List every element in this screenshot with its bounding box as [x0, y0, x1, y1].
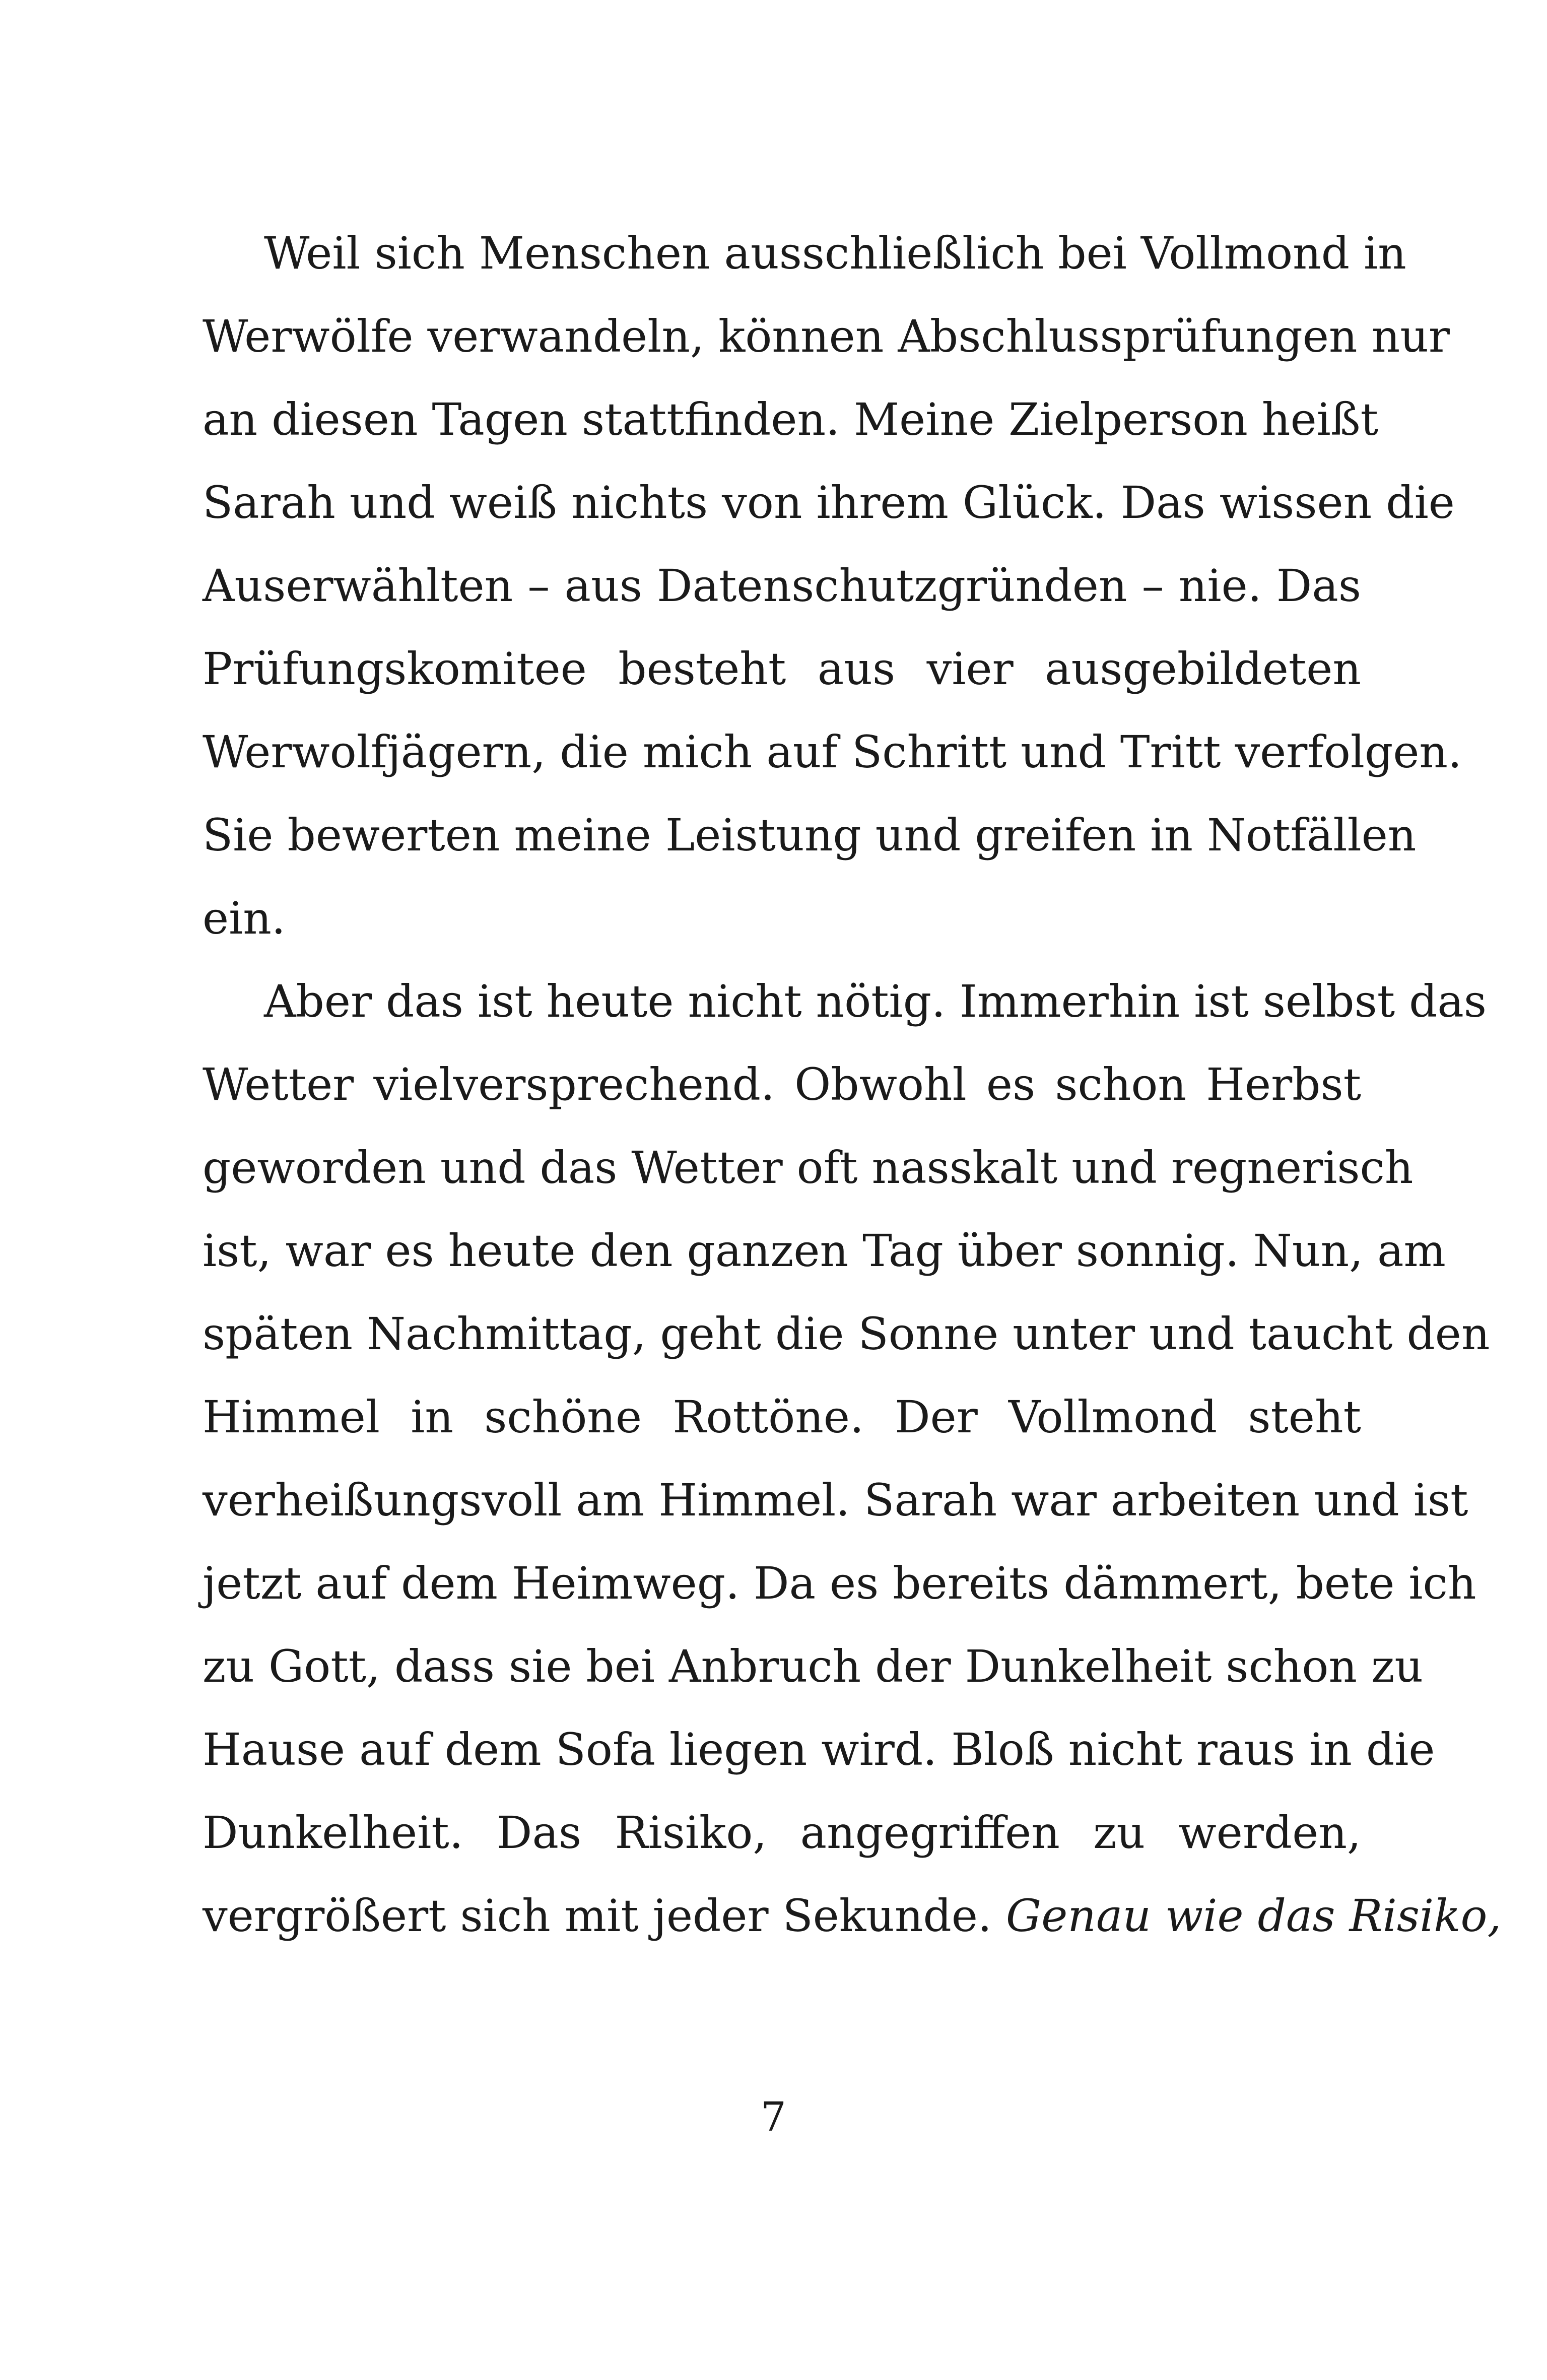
text-line: verheißungsvoll am Himmel. Sarah war arbeiten und ist: [203, 1474, 1468, 1526]
text-line: an diesen Tagen stattfinden. Meine Zielperson heißt: [203, 393, 1378, 445]
text-line: Auserwählten – aus Datenschutzgründen – nie. Das: [203, 560, 1361, 612]
text-line: Sie bewerten meine Leistung und greifen in Notfällen: [203, 809, 1417, 861]
page-number: 7: [761, 2093, 786, 2140]
text-line: Weil sich Menschen ausschließlich bei Vollmond in: [264, 227, 1406, 279]
text-line: jetzt auf dem Heimweg. Da es bereits dämmert, bete ich: [203, 1557, 1476, 1609]
text-line: ist, war es heute den ganzen Tag über sonnig. Nun, am: [203, 1225, 1446, 1277]
text-italic: Genau wie das Risiko,: [1005, 1890, 1502, 1942]
text-line: Aber das ist heute nicht nötig. Immerhin ist selbst das: [264, 975, 1487, 1027]
text-line: Prüfungskomitee besteht aus vier ausgebildeten: [203, 643, 1361, 695]
text-line: ein.: [203, 892, 286, 944]
text-line: Himmel in schöne Rottöne. Der Vollmond steht: [203, 1391, 1361, 1443]
text-line: Dunkelheit. Das Risiko, angegriffen zu werden,: [203, 1807, 1361, 1859]
body-text: [203, 212, 1502, 1957]
text-line: Werwölfe verwandeln, können Abschlussprüfungen nur: [203, 310, 1450, 362]
text-line: geworden und das Wetter oft nasskalt und regnerisch: [203, 1142, 1414, 1194]
text-line: zu Gott, dass sie bei Anbruch der Dunkelheit schon zu: [203, 1640, 1424, 1692]
text-line: Sarah und weiß nichts von ihrem Glück. Das wissen die: [203, 477, 1455, 528]
text-line: Wetter vielversprechend. Obwohl es schon Herbst: [203, 1059, 1361, 1110]
text-line-final: [203, 1874, 1502, 1957]
text-line: späten Nachmittag, geht die Sonne unter und taucht den: [203, 1308, 1490, 1360]
text-line: Werwolfjägern, die mich auf Schritt und Tritt verfolgen.: [203, 726, 1462, 778]
text-line: Hause auf dem Sofa liegen wird. Bloß nicht raus in die: [203, 1724, 1435, 1775]
text-regular: vergrößert sich mit jeder Sekunde.: [203, 1890, 992, 1942]
